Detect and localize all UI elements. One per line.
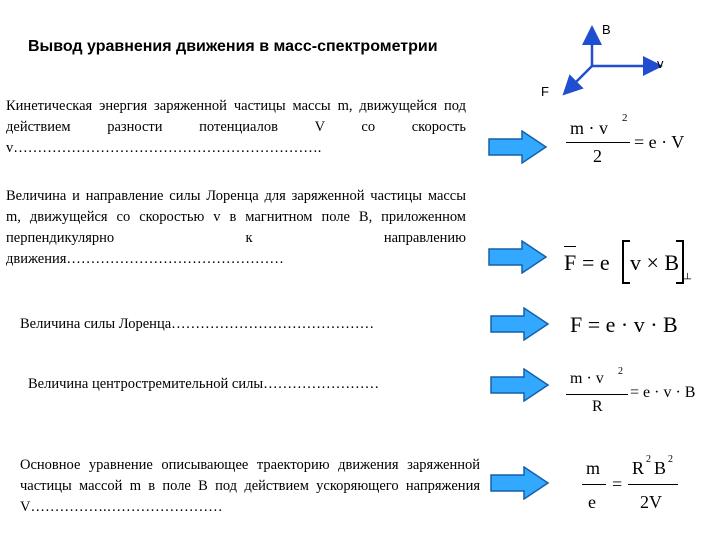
f4-rhs: = e · v · B <box>630 384 696 401</box>
f4-fraction-bar <box>566 394 628 395</box>
f2-eq: = e <box>582 250 610 275</box>
f5-right-bar <box>628 484 678 485</box>
f2-inner: v × B <box>630 250 680 275</box>
f5-right-num-r: R <box>632 458 645 478</box>
block-centripetal-force: Величина центростремительной силы…………………… <box>28 376 380 392</box>
block-kinetic-energy: Кинетическая энергия заряженной частицы массы m, движущейся под действием разности потенциалов V со скорость v………………………………………………………. <box>6 98 466 156</box>
formula-centripetal <box>562 366 712 426</box>
f4-denominator: R <box>592 398 603 415</box>
f1-numerator: m · v <box>570 118 608 138</box>
axis-label-f: F <box>541 84 549 99</box>
formula-trajectory <box>580 454 700 524</box>
f1-exponent: 2 <box>622 112 628 124</box>
f3-text: F = e · v · B <box>570 312 678 337</box>
f5-left-bar <box>582 484 606 485</box>
axis-label-b: B <box>602 22 611 37</box>
f1-fraction-bar <box>566 142 630 143</box>
axis-f-line <box>566 66 592 92</box>
f2-bracket-left <box>622 240 630 284</box>
f1-denominator: 2 <box>593 146 602 166</box>
formula-kinetic-energy <box>560 112 700 172</box>
f5-right-exp2: 2 <box>668 454 673 465</box>
f5-left-den: e <box>588 492 596 512</box>
arrow-5 <box>490 466 550 500</box>
arrow-4 <box>490 368 550 402</box>
arrow-1 <box>488 130 548 164</box>
f5-right-den: 2V <box>640 492 662 512</box>
block-lorentz-direction: Величина и направление силы Лоренца для заряженной частицы массы m, движущейся со скоростью v в магнитном поле B, приложенном перпендикулярно к направлению движения……………………………………… <box>6 188 466 267</box>
f2-subscript: ┴ <box>684 274 692 285</box>
block-lorentz-magnitude: Величина силы Лоренца…………………………………… <box>20 316 375 332</box>
f4-exponent: 2 <box>618 366 623 377</box>
axis-label-v: v <box>657 56 664 71</box>
arrow-2 <box>488 240 548 274</box>
f1-rhs: = e · V <box>634 132 685 152</box>
f5-right-num-b: B <box>654 458 667 478</box>
f5-equals: = <box>612 474 623 494</box>
block-trajectory-equation: Основное уравнение описывающее траекторию движения заряженной частицы массой m в поле B под действием ускоряющего напряжения V…………….…………………… <box>20 457 480 515</box>
formula-lorentz-magnitude <box>570 310 710 344</box>
f2-bracket-right <box>676 240 684 284</box>
f2-lhs: F <box>564 250 577 275</box>
f5-left-num: m <box>586 458 601 478</box>
f4-numerator: m · v <box>570 370 604 387</box>
formula-lorentz-vector <box>562 238 702 292</box>
f2-lhs-vector-bar <box>564 246 576 247</box>
page-title: Вывод уравнения движения в масс-спектрометрии <box>28 38 438 55</box>
f5-right-exp1: 2 <box>646 454 651 465</box>
arrow-3 <box>490 307 550 341</box>
